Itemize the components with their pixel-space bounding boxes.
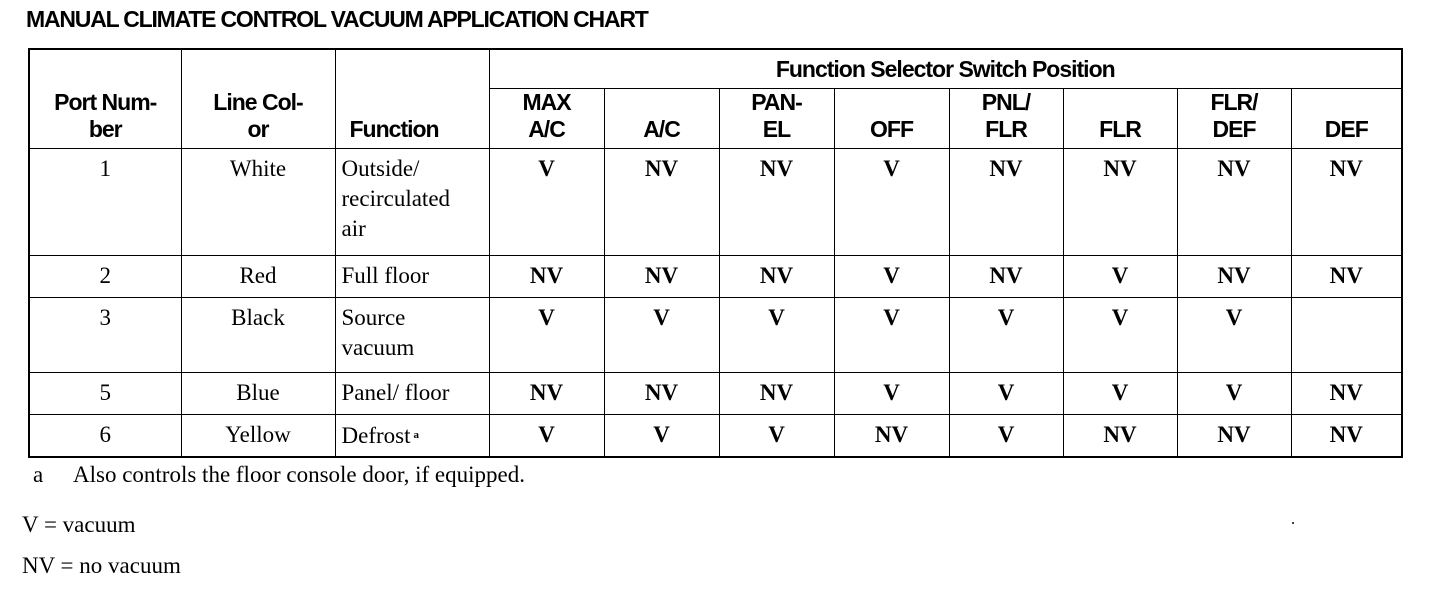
cell-value: NV	[1063, 415, 1177, 457]
cell-value: V	[719, 415, 834, 457]
table-row	[29, 149, 1402, 256]
table-row	[29, 298, 1402, 372]
table-row	[29, 415, 1402, 457]
header-row-group	[29, 49, 1402, 89]
header-flr: FLR	[1063, 89, 1177, 149]
cell-value: V	[834, 298, 949, 372]
cell-value	[1291, 298, 1402, 372]
cell-value: V	[1063, 256, 1177, 298]
cell-value: V	[1063, 372, 1177, 414]
cell-value: NV	[489, 372, 604, 414]
cell-function: Full floor	[335, 256, 489, 298]
cell-value: NV	[949, 256, 1063, 298]
cell-value: NV	[1291, 415, 1402, 457]
cell-line-color: Blue	[181, 372, 335, 414]
cell-value: V	[834, 256, 949, 298]
header-port-number: Port Num- ber	[29, 49, 181, 149]
cell-value: V	[834, 149, 949, 256]
footnote-mark: a	[33, 462, 44, 487]
cell-function: Panel/ floor	[335, 372, 489, 414]
cell-value: NV	[1291, 149, 1402, 256]
cell-line-color: White	[181, 149, 335, 256]
header-function: Function	[335, 49, 489, 149]
header-panel: PAN- EL	[719, 89, 834, 149]
legend-no-vacuum: NV = no vacuum	[22, 553, 181, 578]
cell-value: NV	[834, 415, 949, 457]
cell-port: 5	[29, 372, 181, 414]
cell-value: NV	[1291, 372, 1402, 414]
footnote-text: Also controls the floor console door, if equipped.	[73, 462, 525, 487]
cell-value: NV	[1177, 149, 1291, 256]
table-row	[29, 372, 1402, 414]
cell-value: NV	[719, 372, 834, 414]
header-ac: A/C	[604, 89, 719, 149]
cell-value: V	[489, 415, 604, 457]
vacuum-application-table	[28, 48, 1403, 458]
cell-value: V	[834, 372, 949, 414]
header-switch-position-group: Function Selector Switch Position	[489, 49, 1402, 89]
cell-value: NV	[949, 149, 1063, 256]
cell-value: V	[489, 149, 604, 256]
header-def: DEF	[1291, 89, 1402, 149]
cell-port: 1	[29, 149, 181, 256]
cell-value: V	[1177, 372, 1291, 414]
cell-function: Source vacuum	[335, 298, 489, 372]
cell-port: 2	[29, 256, 181, 298]
cell-value: V	[1063, 298, 1177, 372]
cell-value: NV	[719, 149, 834, 256]
cell-function: Defrost $^a$	[335, 415, 489, 457]
table-row	[29, 256, 1402, 298]
cell-value: NV	[604, 149, 719, 256]
cell-value: V	[949, 298, 1063, 372]
header-pnl-flr: PNL/ FLR	[949, 89, 1063, 149]
cell-value: V	[949, 372, 1063, 414]
cell-line-color: Black	[181, 298, 335, 372]
cell-value: NV	[719, 256, 834, 298]
header-max-ac: MAX A/C	[489, 89, 604, 149]
cell-value: NV	[1177, 415, 1291, 457]
cell-value: NV	[604, 372, 719, 414]
scan-speck	[1292, 522, 1294, 524]
cell-port: 6	[29, 415, 181, 457]
cell-value: V	[949, 415, 1063, 457]
footnote	[33, 462, 525, 488]
cell-value: V	[719, 298, 834, 372]
cell-value: V	[604, 415, 719, 457]
cell-value: V	[1177, 298, 1291, 372]
cell-value: NV	[1291, 256, 1402, 298]
cell-port: 3	[29, 298, 181, 372]
cell-value: NV	[489, 256, 604, 298]
chart-title: MANUAL CLIMATE CONTROL VACUUM APPLICATION CHART	[26, 6, 648, 32]
cell-value: NV	[1063, 149, 1177, 256]
header-off: OFF	[834, 89, 949, 149]
cell-line-color: Red	[181, 256, 335, 298]
cell-value: V	[604, 298, 719, 372]
cell-function: Outside/ recirculated air	[335, 149, 489, 256]
cell-value: NV	[1177, 256, 1291, 298]
cell-line-color: Yellow	[181, 415, 335, 457]
cell-value: NV	[604, 256, 719, 298]
footnote-marker: a	[413, 429, 419, 442]
legend-vacuum: V = vacuum	[22, 512, 136, 537]
cell-value: V	[489, 298, 604, 372]
header-flr-def: FLR/ DEF	[1177, 89, 1291, 149]
header-line-color: Line Col- or	[181, 49, 335, 149]
